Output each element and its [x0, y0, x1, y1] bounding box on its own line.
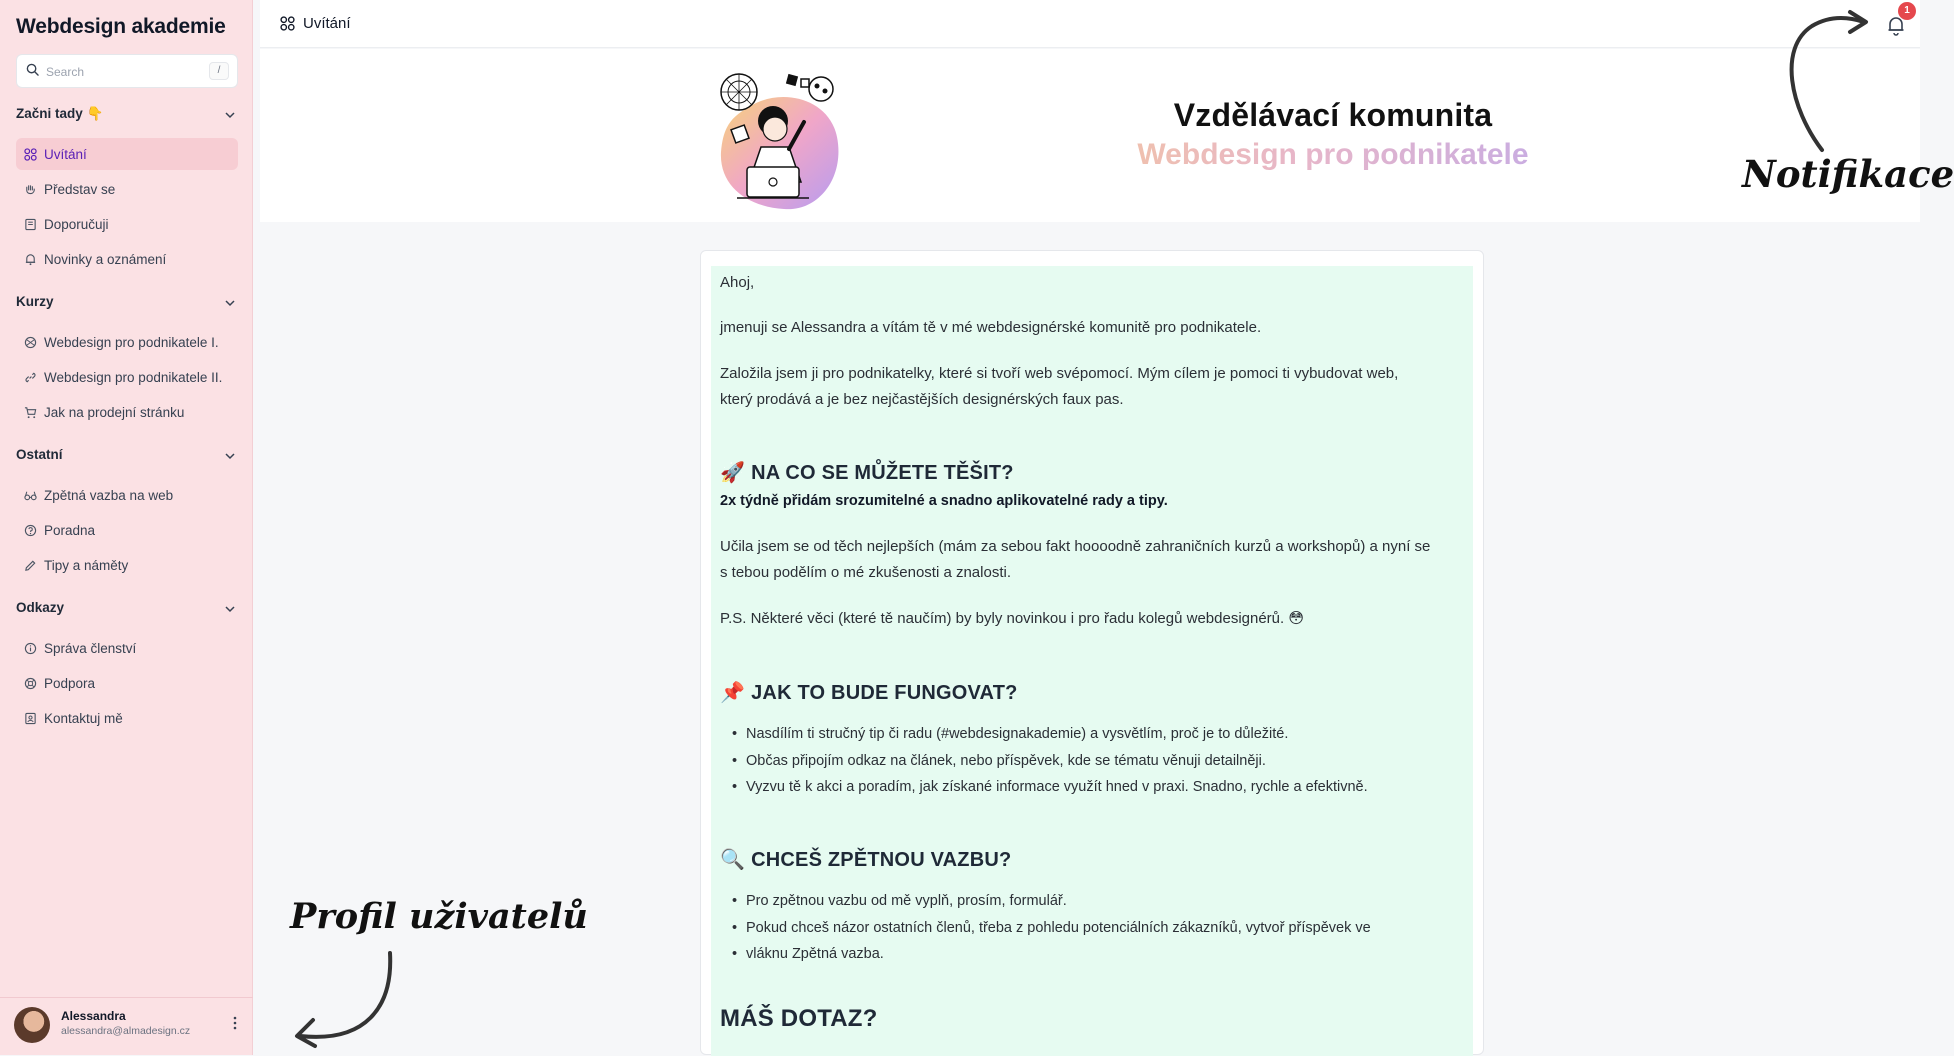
section-title: Kurzy — [16, 294, 54, 309]
section-header-odkazy[interactable] — [16, 600, 236, 620]
sidebar-item-label: Tipy a náměty — [44, 558, 129, 573]
sidebar-item-label: Poradna — [44, 523, 96, 538]
post-about-line-1: Založila jsem ji pro podnikatelky, které si tvoří web svépomocí. Mým cílem je pomoci ti vybudovat web, — [720, 365, 1399, 382]
pushpin-emoji: 📌 — [720, 682, 746, 704]
search-icon — [26, 63, 39, 76]
post-body — [711, 266, 1473, 1056]
illustration-person-laptop — [709, 67, 859, 217]
search-shortcut-key: / — [209, 62, 229, 80]
search-placeholder: Search — [46, 65, 85, 79]
sidebar-item-label: Kontaktuj mě — [44, 711, 123, 726]
section-header-kurzy[interactable] — [16, 294, 236, 314]
heading-question: MÁŠ DOTAZ? — [720, 1005, 878, 1032]
sidebar-item-predstav-se[interactable] — [16, 173, 238, 205]
book-icon — [24, 218, 37, 231]
sidebar-item-label: Webdesign pro podnikatele I. — [44, 335, 219, 350]
chevron-down-icon[interactable] — [224, 603, 236, 615]
post-greeting: Ahoj, — [720, 274, 755, 291]
pencil-icon — [24, 559, 37, 572]
banner-subtitle: Webdesign pro podnikatele — [1000, 138, 1666, 172]
search-input[interactable] — [16, 54, 238, 88]
heading-text: NA CO SE MŮŽETE TĚŠIT? — [751, 462, 1014, 484]
page-title: Uvítání — [303, 15, 351, 32]
grid-icon — [280, 16, 295, 31]
post-bold-line: 2x týdně přidám srozumitelné a snadno aplikovatelné rady a tipy. — [720, 493, 1168, 509]
heading-text: JAK TO BUDE FUNGOVAT? — [751, 682, 1018, 704]
section-header-ostatni[interactable] — [16, 447, 236, 467]
bell-icon — [24, 253, 37, 266]
profile-email: alessandra@almadesign.cz — [61, 1025, 191, 1037]
list-item-text: vláknu Zpětná vazba. — [746, 946, 884, 962]
post-ps: P.S. Některé věci (které tě naučím) by byly novinkou i pro řadu kolegů webdesignérů. 😳 — [720, 610, 1304, 627]
glasses-icon — [24, 489, 37, 502]
post-learned-line-1: Učila jsem se od těch nejlepších (mám za sebou fakt hoooodně zahraničních kurzů a workshopů) a nyní se — [720, 538, 1431, 555]
sidebar-item-kontaktuj[interactable] — [16, 702, 238, 734]
magnifier-emoji: 🔍 — [720, 849, 746, 871]
rocket-emoji: 🚀 — [720, 462, 746, 484]
heading-feedback — [720, 847, 1011, 872]
section-title: Odkazy — [16, 600, 65, 615]
cart-icon — [24, 406, 37, 419]
heading-how-it-works — [720, 680, 1018, 705]
chevron-down-icon[interactable] — [224, 109, 236, 121]
sidebar-item-novinky[interactable] — [16, 243, 238, 275]
sidebar-item-label: Správa členství — [44, 641, 137, 656]
user-profile[interactable] — [0, 997, 253, 1055]
notification-badge[interactable]: 1 — [1898, 2, 1916, 20]
list-item: • Občas připojím odkaz na článek, nebo příspěvek, kde se tématu věnuji detailněji. — [746, 748, 1466, 775]
sidebar-item-poradna[interactable] — [16, 514, 238, 546]
sidebar-item-label: Doporučuji — [44, 217, 109, 232]
question-icon — [24, 524, 37, 537]
chevron-down-icon[interactable] — [224, 297, 236, 309]
sidebar-item-prodejni-stranka[interactable] — [16, 396, 238, 428]
more-vertical-icon[interactable] — [233, 1015, 237, 1031]
post-intro: jmenuji se Alessandra a vítám tě v mé webdesignérské komunitě pro podnikatele. — [720, 319, 1262, 336]
post-about-line-2: který prodává a je bez nejčastějších designérských faux pas. — [720, 391, 1124, 408]
sidebar-item-label: Uvítání — [44, 147, 87, 162]
contact-icon — [24, 712, 37, 725]
sidebar-item-label: Představ se — [44, 182, 116, 197]
list-item: • Pokud chceš názor ostatních členů, třeba z pohledu potenciálních zákazníků, vytvoř příspěvek ve — [746, 915, 1466, 942]
sidebar-item-label: Jak na prodejní stránku — [44, 405, 185, 420]
heading-look-forward — [720, 460, 1014, 485]
banner-title: Vzdělávací komunita — [1173, 97, 1493, 133]
hand-icon — [24, 183, 37, 196]
heading-text: CHCEŠ ZPĚTNOU VAZBU? — [751, 849, 1012, 871]
avatar[interactable] — [14, 1007, 50, 1043]
sidebar-item-zpetna-vazba[interactable] — [16, 479, 238, 511]
sidebar-item-doporucuji[interactable] — [16, 208, 238, 240]
section-header-zacni-tady[interactable] — [16, 106, 236, 126]
sidebar-item-webdesign-2[interactable] — [16, 361, 238, 393]
section-title: Ostatní — [16, 447, 63, 462]
sidebar-item-label: Zpětná vazba na web — [44, 488, 174, 503]
profile-name: Alessandra — [61, 1009, 126, 1023]
list-item: • Nasdílím ti stručný tip či radu (#webdesignakademie) a vysvětlím, proč je to důležité. — [746, 721, 1466, 748]
link-icon — [24, 371, 37, 384]
hero-banner — [260, 49, 1920, 222]
sidebar-item-sprava-clenstvi[interactable] — [16, 632, 238, 664]
sidebar-item-tipy[interactable] — [16, 549, 238, 581]
sidebar-item-label: Podpora — [44, 676, 96, 691]
brand-title[interactable]: Webdesign akademie — [16, 15, 226, 38]
sidebar-item-label: Novinky a oznámení — [44, 252, 167, 267]
sidebar — [0, 0, 253, 1055]
sidebar-item-uvitani[interactable] — [16, 138, 238, 170]
list-item-continued — [746, 941, 1466, 968]
chevron-down-icon[interactable] — [224, 450, 236, 462]
notifications-annotation: Notifikace — [1742, 152, 1954, 196]
arrow-annotation-profile — [285, 948, 395, 1048]
profile-annotation: Profil uživatelů — [290, 896, 588, 937]
feedback-list — [746, 888, 1466, 968]
lifebuoy-icon — [24, 677, 37, 690]
sidebar-item-webdesign-1[interactable] — [16, 326, 238, 358]
arrow-annotation-notifications — [1780, 8, 1880, 156]
post-learned-line-2: s tebou podělím o mé zkušenosti a znalosti. — [720, 564, 1011, 581]
sidebar-item-label: Webdesign pro podnikatele II. — [44, 370, 223, 385]
list-item: • Vyzvu tě k akci a poradím, jak získané informace využít hned v praxi. Snadno, rychle a efektivně. — [746, 774, 1466, 801]
globe-icon — [24, 336, 37, 349]
post-card — [700, 250, 1484, 1055]
how-list — [746, 721, 1466, 801]
topbar — [260, 0, 1920, 48]
list-item: • Pro zpětnou vazbu od mě vyplň, prosím, formulář. — [746, 888, 1466, 915]
sidebar-item-podpora[interactable] — [16, 667, 238, 699]
section-title: Začni tady 👇 — [16, 106, 104, 121]
grid-icon — [24, 148, 37, 161]
info-icon — [24, 642, 37, 655]
